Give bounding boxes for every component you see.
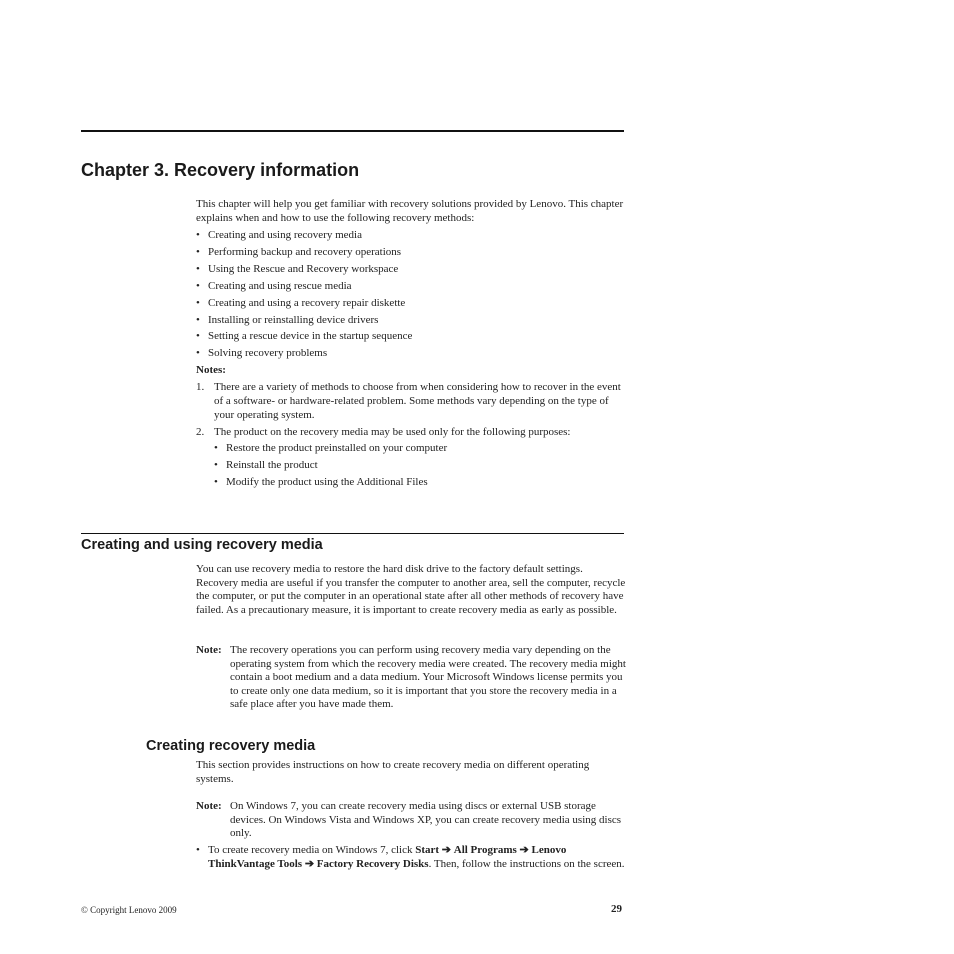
copyright: © Copyright Lenovo 2009 — [81, 905, 177, 915]
menu-path-all-programs: All Programs — [453, 844, 517, 856]
list-item: • Solving recovery problems — [196, 347, 626, 361]
recovery-methods-list — [196, 229, 626, 361]
section-body: You can use recovery media to restore the hard disk drive to the factory default settings. Recovery media are useful if you transfer the computer to another area, sell the computer, recycle the computer, or put the computer in an operational state after all other methods of recovery have failed. As a precautionary measure, it is important to create recovery media as early as possible. — [196, 563, 626, 616]
list-item: • Setting a rescue device in the startup sequence — [196, 330, 626, 344]
list-item: • Performing backup and recovery operations — [196, 246, 626, 260]
menu-path-factory-disks: Factory Recovery Disks — [316, 857, 429, 870]
chapter-title: Chapter 3. Recovery information — [81, 160, 360, 180]
list-item: • Modify the product using the Additional Files — [214, 476, 626, 490]
section-note — [196, 644, 626, 712]
list-item: • Creating and using rescue media — [196, 280, 626, 294]
list-item — [196, 844, 626, 871]
step-prefix: To create recovery media on Windows 7, click — [208, 844, 416, 856]
list-item: • Installing or reinstalling device drivers — [196, 314, 626, 328]
note-text: The product on the recovery media may be used only for the following purposes: — [214, 425, 571, 438]
step-suffix: . Then, follow the instructions on the screen. — [428, 857, 625, 870]
windows7-steps — [196, 844, 626, 875]
menu-path-lenovo-tools: Lenovo ThinkVantage Tools — [208, 844, 567, 870]
arrow-icon: ➔ — [519, 844, 529, 856]
section-title: Creating and using recovery media — [81, 537, 323, 553]
arrow-icon: ➔ — [441, 844, 451, 856]
section-body-block — [196, 563, 626, 617]
list-item: • Creating and using a recovery repair diskette — [196, 297, 626, 311]
notes-label: Notes: — [196, 364, 226, 377]
note-number: 1. — [196, 381, 205, 394]
note-item — [196, 426, 626, 490]
steps-list — [196, 844, 626, 871]
subsection-body: This section provides instructions on how to create recovery media on different operating systems. — [196, 759, 590, 785]
note-text: There are a variety of methods to choose from when considering how to recover in the event of a software- or hardware-related problem. Some methods vary depending on the type of your operating system. — [214, 381, 621, 421]
note-label: Note: — [196, 800, 222, 812]
note-text: The recovery operations you can perform using recovery media vary depending on the operating system from which the recovery media were created. The recovery media might contain a boot medium and a data medium. Your Microsoft Windows license permits you to create only one data medium, so it is important that you store the recovery media in a safe place after you have made them. — [230, 644, 626, 711]
note-number: 2. — [196, 425, 205, 438]
note-text: On Windows 7, you can create recovery media using discs or external USB storage devices. On Windows Vista and Windows XP, you can create recovery media using discs only. — [230, 800, 622, 840]
notes-list — [196, 381, 626, 489]
chapter-intro: This chapter will help you get familiar with recovery solutions provided by Lenovo. This chapter explains when and how to use the following recovery methods: — [196, 198, 624, 224]
arrow-icon: ➔ — [304, 857, 315, 870]
purposes-list — [214, 442, 626, 490]
list-item: • Using the Rescue and Recovery workspace — [196, 263, 626, 277]
page-number: 29 — [611, 903, 622, 915]
subsection-note — [196, 800, 626, 841]
menu-path-start: Start — [415, 844, 440, 856]
list-item: • Reinstall the product — [214, 459, 626, 473]
subsection-title: Creating recovery media — [146, 738, 316, 754]
note-label: Note: — [196, 644, 222, 656]
section-rule — [81, 533, 624, 534]
chapter-intro-block — [196, 198, 626, 493]
chapter-top-rule — [81, 130, 624, 132]
subsection-body-block — [196, 759, 626, 786]
note-item — [196, 381, 626, 422]
list-item: • Creating and using recovery media — [196, 229, 626, 243]
list-item: • Restore the product preinstalled on your computer — [214, 442, 626, 456]
